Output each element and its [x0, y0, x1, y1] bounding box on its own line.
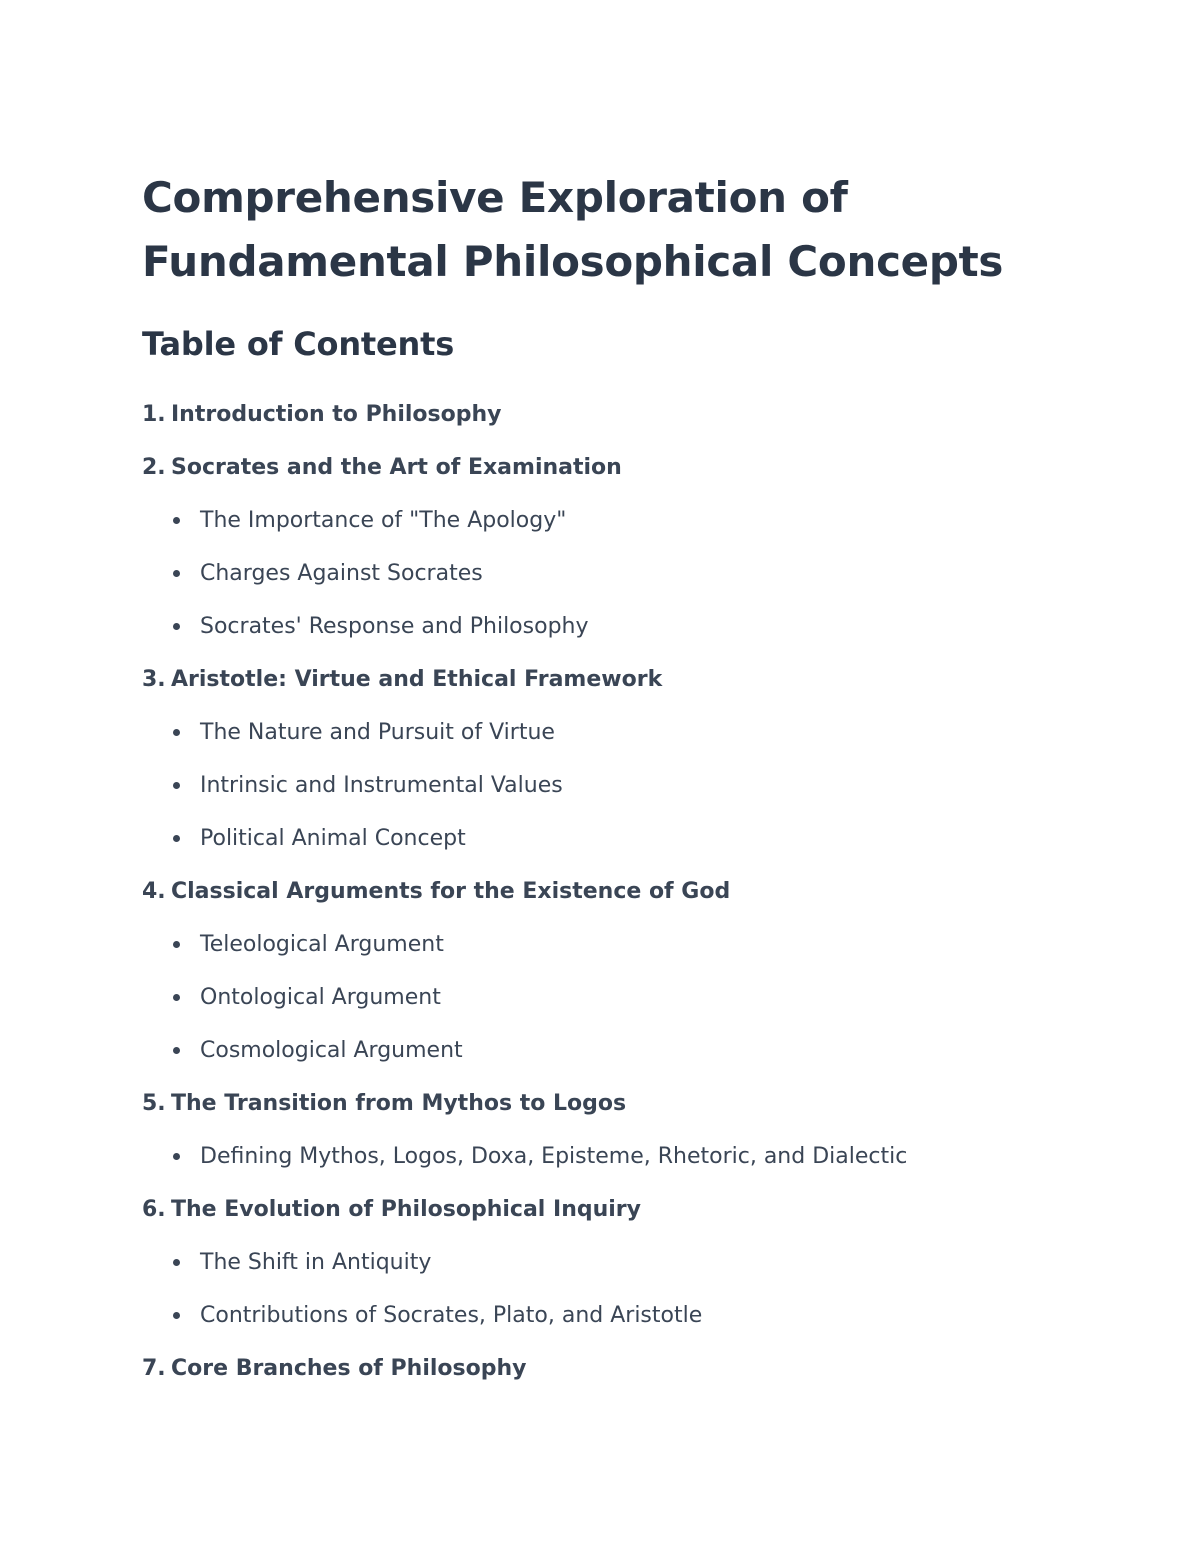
bullet-icon [173, 1312, 180, 1319]
toc-heading: Table of Contents [142, 325, 455, 363]
subsection-title: Contributions of Socrates, Plato, and Aristotle [200, 1303, 703, 1328]
section-title: Aristotle: Virtue and Ethical Framework [171, 667, 663, 692]
bullet-icon [173, 782, 180, 789]
toc-subsection-item[interactable] [142, 547, 1062, 600]
section-title: Socrates and the Art of Examination [171, 455, 622, 480]
subsection-title: Cosmological Argument [200, 1038, 463, 1063]
bullet-icon [173, 729, 180, 736]
toc-subsection-item[interactable] [142, 1024, 1062, 1077]
section-number: 4. [142, 879, 166, 904]
bullet-icon [173, 835, 180, 842]
section-number: 3. [142, 667, 166, 692]
toc-subsection-item[interactable] [142, 1236, 1062, 1289]
toc-subsection-list [142, 1236, 1062, 1342]
table-of-contents [142, 388, 1062, 1395]
toc-subsection-item[interactable] [142, 706, 1062, 759]
subsection-title: The Importance of "The Apology" [200, 508, 567, 533]
toc-section-link[interactable] [142, 1183, 1062, 1236]
toc-section-link[interactable] [142, 1077, 1062, 1130]
toc-section-link[interactable] [142, 1342, 1062, 1395]
subsection-title: Defining Mythos, Logos, Doxa, Episteme, Rhetoric, and Dialectic [200, 1144, 908, 1169]
document-title [142, 166, 1062, 294]
document-title-line-2: Fundamental Philosophical Concepts [142, 237, 1004, 286]
toc-subsection-list [142, 494, 1062, 653]
toc-section-2 [142, 441, 1062, 653]
bullet-icon [173, 941, 180, 948]
toc-subsection-item[interactable] [142, 600, 1062, 653]
bullet-icon [173, 1153, 180, 1160]
toc-subsection-item[interactable] [142, 494, 1062, 547]
toc-subsection-item[interactable] [142, 918, 1062, 971]
bullet-icon [173, 1259, 180, 1266]
section-title: Classical Arguments for the Existence of God [171, 879, 731, 904]
section-title: Core Branches of Philosophy [171, 1356, 527, 1381]
subsection-title: The Shift in Antiquity [200, 1250, 432, 1275]
subsection-title: Socrates' Response and Philosophy [200, 614, 589, 639]
subsection-title: Charges Against Socrates [200, 561, 483, 586]
toc-subsection-item[interactable] [142, 1130, 1062, 1183]
toc-section-4 [142, 865, 1062, 1077]
toc-subsection-list [142, 918, 1062, 1077]
bullet-icon [173, 517, 180, 524]
subsection-title: Ontological Argument [200, 985, 441, 1010]
toc-subsection-item[interactable] [142, 1289, 1062, 1342]
bullet-icon [173, 994, 180, 1001]
subsection-title: The Nature and Pursuit of Virtue [200, 720, 555, 745]
bullet-icon [173, 623, 180, 630]
toc-section-5 [142, 1077, 1062, 1183]
subsection-title: Political Animal Concept [200, 826, 466, 851]
toc-section-link[interactable] [142, 653, 1062, 706]
toc-section-1 [142, 388, 1062, 441]
toc-section-link[interactable] [142, 865, 1062, 918]
document-title-line-1: Comprehensive Exploration of [142, 173, 848, 222]
subsection-title: Intrinsic and Instrumental Values [200, 773, 563, 798]
toc-section-3 [142, 653, 1062, 865]
toc-subsection-item[interactable] [142, 759, 1062, 812]
bullet-icon [173, 570, 180, 577]
section-number: 2. [142, 455, 166, 480]
toc-subsection-item[interactable] [142, 971, 1062, 1024]
section-number: 6. [142, 1197, 166, 1222]
document-page [142, 166, 1062, 1395]
toc-section-6 [142, 1183, 1062, 1342]
subsection-title: Teleological Argument [200, 932, 444, 957]
section-number: 7. [142, 1356, 166, 1381]
toc-section-7 [142, 1342, 1062, 1395]
section-number: 1. [142, 402, 166, 427]
section-title: The Transition from Mythos to Logos [171, 1091, 627, 1116]
section-title: Introduction to Philosophy [171, 402, 502, 427]
toc-section-link[interactable] [142, 388, 1062, 441]
toc-subsection-list [142, 706, 1062, 865]
toc-subsection-list [142, 1130, 1062, 1183]
section-title: The Evolution of Philosophical Inquiry [171, 1197, 641, 1222]
section-number: 5. [142, 1091, 166, 1116]
bullet-icon [173, 1047, 180, 1054]
toc-section-link[interactable] [142, 441, 1062, 494]
toc-subsection-item[interactable] [142, 812, 1062, 865]
